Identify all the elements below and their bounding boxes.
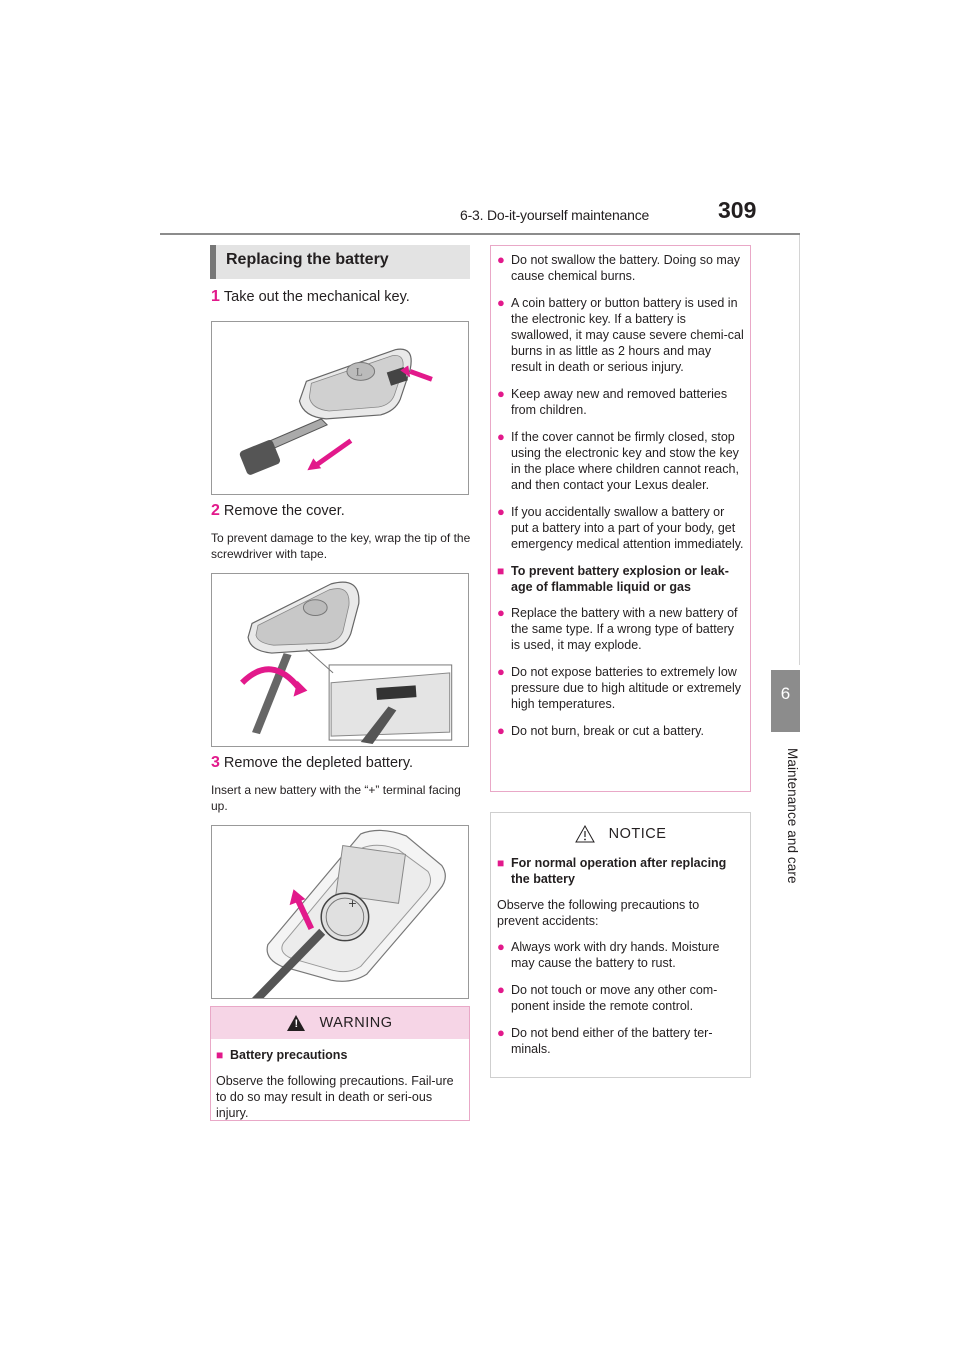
circle-bullet-icon: ● [497,252,505,267]
circle-bullet-icon: ● [497,723,505,738]
notice-box [490,812,751,1078]
circle-bullet-icon: ● [497,386,505,401]
chapter-label: Maintenance and care [785,748,800,884]
chapter-number: 6 [780,684,791,703]
step-2 [211,502,345,520]
explosion-subhead: ■ To prevent battery explosion or leak-age of flammable liquid or gas [497,564,729,594]
list-item: ● If the cover cannot be firmly closed, stop using the electronic key and stow the key in the place where children cannot reach, and then contact your Lexus dealer. [497,429,739,492]
section-heading: Replacing the battery [210,245,470,279]
notice-intro: Observe the following precautions to prevent accidents: [497,898,700,928]
notice-subhead: ■ For normal operation after replacing the battery [497,856,727,886]
step-number: 3 [211,754,220,771]
warning-icon [287,1015,305,1031]
side-divider [799,235,800,665]
square-bullet-icon: ■ [216,1048,224,1062]
square-bullet-icon: ■ [497,564,505,578]
list-item: ● A coin battery or button battery is used in the electronic key. If a battery is swallowed, it may cause severe chemi-cal burns in as little as 2 hours and may result in death or serious injury. [497,295,744,374]
warning-continued-box [490,245,751,792]
page-number: 309 [718,197,757,223]
circle-bullet-icon: ● [497,982,505,997]
list-item: ● Do not bend either of the battery ter-minals. [497,1025,713,1056]
square-bullet-icon: ■ [497,856,505,870]
step-text: Take out the mechanical key. [223,289,410,305]
warning-text: Observe the following precautions. Fail-ure to do so may result in death or seri-ous injury. [216,1074,454,1120]
circle-bullet-icon: ● [497,295,505,310]
circle-bullet-icon: ● [497,1025,505,1040]
warning-subhead: ■ Battery precautions [216,1048,348,1062]
list-item: ● If you accidentally swallow a battery or put a battery into a part of your body, get emergency medical attention immediately. [497,504,744,551]
list-item: ● Do not swallow the battery. Doing so may cause chemical burns. [497,252,741,283]
warning-box [210,1006,470,1121]
list-item: ● Replace the battery with a new battery of the same type. If a wrong type of battery is used, it may explode. [497,605,738,652]
notice-header [497,819,744,849]
step-number: 2 [211,502,220,519]
cover-removal-icon [212,574,468,746]
header-divider [160,233,800,235]
section-title: 6-3. Do-it-yourself maintenance [460,207,650,223]
step-2-note: To prevent damage to the key, wrap the tip of the screwdriver with tape. [211,531,471,561]
step-text: Remove the cover. [223,503,345,519]
circle-bullet-icon: ● [497,605,505,620]
list-item: ● Do not expose batteries to extremely low pressure due to high altitude or extremely high temperatures. [497,664,741,711]
figure-remove-battery [211,825,469,999]
step-3 [211,754,413,772]
circle-bullet-icon: ● [497,504,505,519]
battery-plus-label: + [347,897,358,911]
list-item: ● Keep away new and removed batteries from children. [497,386,728,417]
list-item: ● Always work with dry hands. Moisture may cause the battery to rust. [497,939,720,970]
svg-text:L: L [355,367,363,379]
figure-remove-cover [211,573,469,747]
step-1 [211,288,410,306]
list-item: ● Do not touch or move any other com-ponent inside the remote control. [497,982,718,1013]
circle-bullet-icon: ● [497,664,505,679]
step-3-note: Insert a new battery with the “+” terminal facing up. [211,783,461,813]
notice-triangle-icon [575,825,595,843]
notice-title: NOTICE [608,826,667,842]
circle-bullet-icon: ● [497,939,505,954]
battery-removal-icon [212,826,468,998]
circle-bullet-icon: ● [497,429,505,444]
figure-mechanical-key [211,321,469,495]
warning-header [211,1007,469,1039]
step-text: Remove the depleted battery. [223,755,414,771]
warning-title: WARNING [319,1015,393,1031]
step-number: 1 [211,288,220,305]
key-illustration-icon [212,322,468,494]
list-item: ● Do not burn, break or cut a battery. [497,723,704,738]
